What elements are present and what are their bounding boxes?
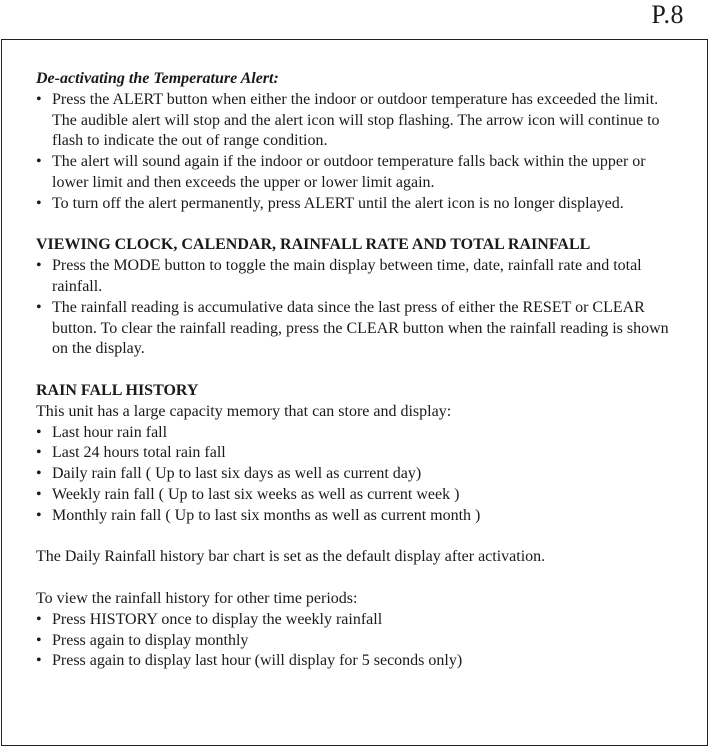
page-number: P.8 bbox=[651, 0, 684, 29]
deactivate-list bbox=[36, 90, 686, 215]
spacer bbox=[36, 215, 686, 236]
list-item: • Monthly rain fall ( Up to last six months as well as current month ) bbox=[36, 506, 686, 527]
manual-content bbox=[36, 69, 686, 672]
deactivate-heading: De-activating the Temperature Alert: bbox=[36, 70, 279, 87]
list-item: • The rainfall reading is accumulative data since the last press of either the RESET or CLEAR button. To clear the rainfall reading, press the CLEAR button when the rainfall reading is shown on the display. bbox=[36, 298, 686, 360]
list-item: • Last hour rain fall bbox=[36, 423, 686, 444]
list-item: • Weekly rain fall ( Up to last six weeks as well as current week ) bbox=[36, 485, 686, 506]
spacer bbox=[36, 360, 686, 381]
spacer bbox=[36, 527, 686, 548]
list-item: • To turn off the alert permanently, press ALERT until the alert icon is no longer displayed. bbox=[36, 194, 686, 215]
list-item: • Press again to display monthly bbox=[36, 631, 686, 652]
viewing-list bbox=[36, 256, 686, 360]
list-item: • Press the MODE button to toggle the main display between time, date, rainfall rate and total rainfall. bbox=[36, 256, 686, 298]
list-item: • Press HISTORY once to display the weekly rainfall bbox=[36, 610, 686, 631]
view-history-list bbox=[36, 610, 686, 672]
default-display-note: The Daily Rainfall history bar chart is set as the default display after activation. bbox=[36, 548, 546, 566]
list-item: • Daily rain fall ( Up to last six days as well as current day) bbox=[36, 464, 686, 485]
list-item: • The alert will sound again if the indoor or outdoor temperature falls back within the upper or lower limit and then exceeds the upper or lower limit again. bbox=[36, 152, 686, 194]
spacer bbox=[36, 568, 686, 589]
list-item: • Last 24 hours total rain fall bbox=[36, 443, 686, 464]
list-item: • Press the ALERT button when either the indoor or outdoor temperature has exceeded the limit. The audible alert will stop and the alert icon will stop flashing. The arrow icon will continue to flash to indicate the out of range condition. bbox=[36, 90, 686, 152]
history-list bbox=[36, 423, 686, 527]
view-history-intro: To view the rainfall history for other time periods: bbox=[36, 589, 358, 607]
viewing-heading: VIEWING CLOCK, CALENDAR, RAINFALL RATE AND TOTAL RAINFALL bbox=[36, 236, 591, 254]
list-item: • Press again to display last hour (will display for 5 seconds only) bbox=[36, 651, 686, 672]
history-heading: RAIN FALL HISTORY bbox=[36, 381, 199, 399]
history-intro: This unit has a large capacity memory that can store and display: bbox=[36, 402, 452, 420]
